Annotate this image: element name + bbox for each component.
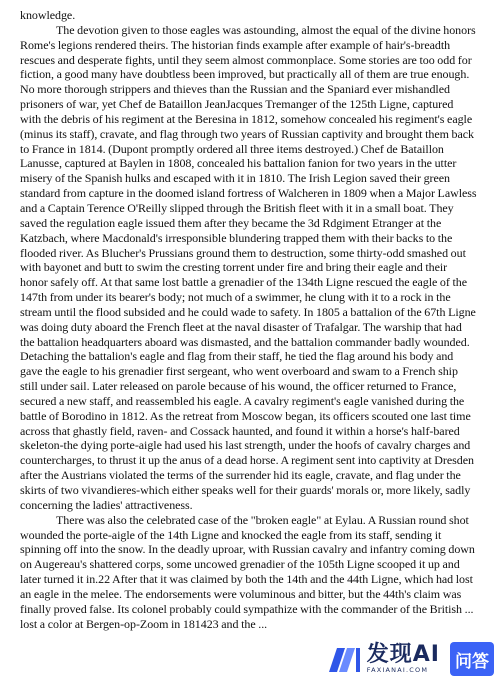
ai-logo-icon (327, 644, 361, 674)
watermark-title: 发现AI (366, 642, 440, 667)
qa-button[interactable]: 问答 (450, 642, 494, 676)
watermark-subtitle: FAXIANAI.COM (366, 666, 429, 674)
paragraph-2: The devotion given to those eagles was astounding, almost the equal of the divine honors Rome's legions rendered theirs. The historian finds example after example of hair's-breadth rescues and desperate fights, until they seem almost commonplace. Some stories are too odd for fiction, a good many have doubtless been improved, but practically all of them are true enough. No more thorough strippers and thieves than the Russian and the Spaniard ever mishandled prisoners of war, yet Chef de Bataillon JeanJacques Tremanger of the 125th Ligne, captured with the debris of his regiment at the Beresina in 1812, somehow concealed his regiment's eagle (minus its staff), cravate, and flag through two years of Russian captivity and brought them back to France in 1814. (Dupont promptly ordered all three items destroyed.) Chef de Bataillon Lanusse, captured at Baylen in 1808, concealed his battalion fanion for two years in the utter misery of the Spanish hulks and escaped with it in 1810. The Irish Legion saved their green standard from capture in the doomed island fortress of Walcheren in 1809 when a Major Lawless and a Captain Terence O'Reilly slipped through the British fleet with it in a small boat. They saved the regulation eagle issued them after they became the 3d Rdgiment Etranger at the Katzbach, where Macdonald's irresponsible blundering trapped them with their backs to the flooded river. As Blucher's Prussians ground them to destruction, some thirty-odd smashed out with bayonet and butt to swim the cresting torrent under fire and bring their eagle and their honor safely off. At that same lost battle a grenadier of the 134th Ligne rescued the eagle of the 147th from under its bearer's body; not much of a swimmer, he clung with it to a rock in the stream until the flood subsided and he could wade to safety. In 1805 a battalion of the 67th Ligne was doing duty aboard the French fleet at the naval disaster of Trafalgar. The warship that had the battalion headquarters aboard was dismasted, and the battalion commander badly wounded. Detaching the battalion's eagle and flag from their staff, he tied the flag around his body and gave the eagle to his grenadier first sergeant, who went overboard and swam to a French ship still under sail. Later released on parole because of his wound, the officer returned to France, secured a new staff, and reassembled his eagle. A cavalry regiment's eagle vanished during the battle of Borodino in 1812. As the retreat from Moscow began, its officers scouted one last time across that ghastly field, raven- and Cossack haunted, and found it within a horse's half-bared skeleton-the dying porte-aigle had used his last strength, under the hoofs of cavalry charges and countercharges, to thrust it up the anus of a dead horse. A regiment sent into captivity at Dresden after the Austrians violated the terms of the surrender hid its eagle, cravate, and flag under the skirts of two vivandieres-which either speaks well for their guards' morals or, more likely, sadly concerning the ladies' attractiveness. (20, 22, 477, 512)
paragraph-3: There was also the celebrated case of the "broken eagle" at Eylau. A Russian round shot wounded the porte-aigle of the 14th Ligne and knocked the eagle from its staff, sending it spinning off into the snow. In the deadly uproar, with Russian cavalry and infantry coming down on Augereau's shattered corps, some uncowed grenadier of the 105th Ligne scooped it up and later turned it in.22 After that it was claimed by both the 14th and the 44th Ligne, which had lost an eagle in the melee. The endorsements were voluminous and bitter, but the 44th's claim was finally proved false. Its colonel probably could sympathize with the commander of the British ... lost a color at Bergen-op-Zoom in 181423 and the ... (20, 512, 475, 631)
watermark-overlay (288, 635, 498, 683)
watermark-brand (367, 644, 440, 674)
paragraph-1: knowledge. (20, 8, 76, 22)
